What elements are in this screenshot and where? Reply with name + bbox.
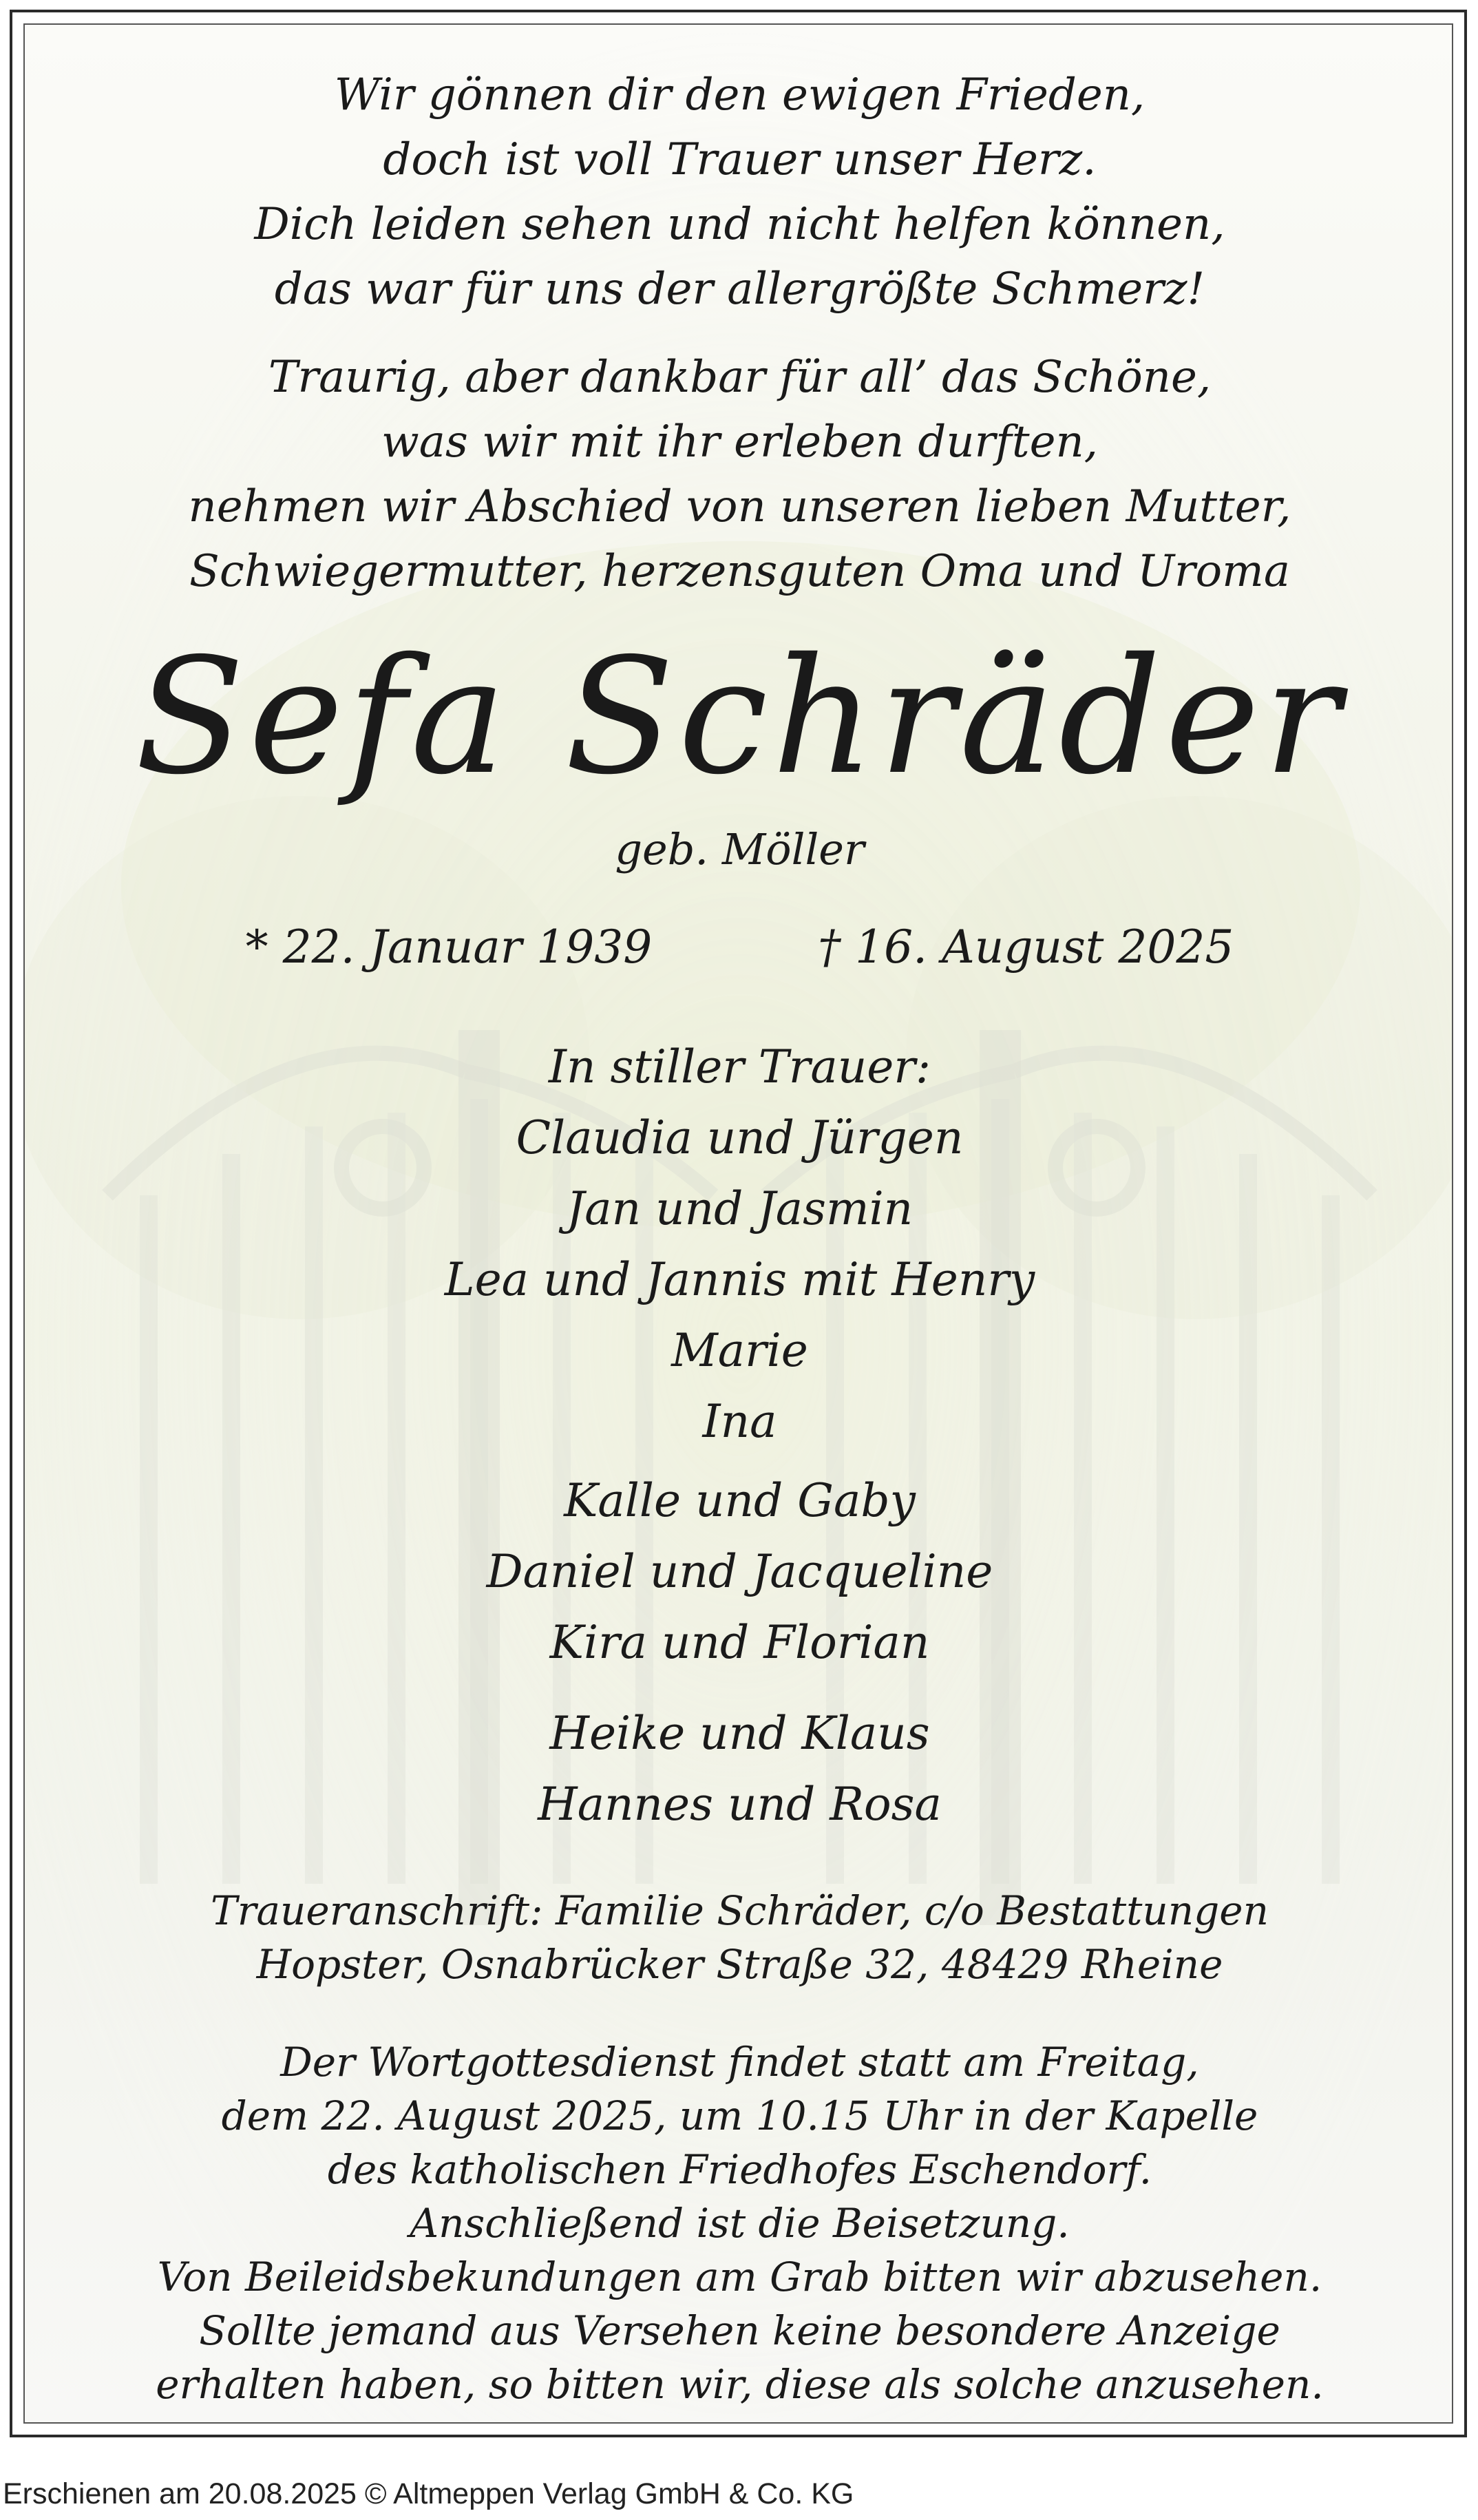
mourner-line: Lea und Jannis mit Henry [444, 1253, 1035, 1306]
poem-line: Dich leiden sehen und nicht helfen können, [254, 199, 1225, 250]
address-line: Hopster, Osnabrücker Straße 32, 48429 Rheine [256, 1941, 1223, 1988]
service-line: des katholischen Friedhofes Eschendorf. [327, 2146, 1152, 2193]
mourner-line: Daniel und Jacqueline [486, 1545, 993, 1598]
address-line: Traueranschrift: Familie Schräder, c/o Bestattungen [211, 1887, 1269, 1934]
mourners-group-1 [25, 1031, 1453, 1457]
intro-line: was wir mit ihr erleben durften, [381, 417, 1098, 468]
notice-content [25, 25, 1453, 2424]
maiden-name: geb. Möller [615, 824, 865, 874]
mourner-line: Jan und Jasmin [566, 1182, 914, 1235]
mourner-line: Ina [702, 1395, 777, 1448]
service-line: Anschließend ist die Beisetzung. [410, 2200, 1070, 2247]
poem-line: Wir gönnen dir den ewigen Frieden, [334, 70, 1146, 120]
life-dates [25, 916, 1453, 978]
publication-credit: Erschienen am 20.08.2025 © Altmeppen Verlag GmbH & Co. KG [3, 2477, 854, 2510]
deceased-name: Sefa Schräder [135, 624, 1344, 810]
service-line: Von Beileidsbekundungen am Grab bitten wir abzusehen. [157, 2254, 1322, 2300]
mourners-group-3 [25, 1698, 1453, 1840]
notice-panel [23, 23, 1453, 2424]
poem-line: das war für uns der allergrößte Schmerz! [274, 264, 1205, 315]
intro-line: Schwiegermutter, herzensguten Oma und Uroma [189, 546, 1290, 597]
mourner-line: Marie [671, 1324, 808, 1377]
mourning-address [25, 1884, 1453, 1991]
intro-line: nehmen wir Abschied von unseren lieben Mutter, [188, 481, 1291, 532]
poem-line: doch ist voll Trauer unser Herz. [383, 134, 1097, 185]
mourners-heading: In stiller Trauer: [548, 1040, 931, 1093]
mourner-line: Kira und Florian [549, 1616, 930, 1669]
poem-verse [25, 63, 1453, 322]
service-line: Sollte jemand aus Versehen keine besondere Anzeige [199, 2307, 1280, 2354]
birth-date: * 22. Januar 1939 [245, 921, 653, 974]
death-date: † 16. August 2025 [818, 921, 1234, 974]
intro-line: Traurig, aber dankbar für all’ das Schöne, [268, 352, 1212, 403]
mourner-line: Hannes und Rosa [538, 1778, 942, 1831]
mourners-group-2 [25, 1465, 1453, 1678]
service-line: Der Wortgottesdienst findet statt am Freitag, [280, 2039, 1199, 2086]
farewell-intro [25, 345, 1453, 604]
mourner-line: Claudia und Jürgen [516, 1111, 964, 1164]
service-details [25, 2035, 1453, 2411]
service-line: dem 22. August 2025, um 10.15 Uhr in der Kapelle [221, 2092, 1258, 2139]
service-line: erhalten haben, so bitten wir, diese als solche anzusehen. [156, 2361, 1324, 2408]
mourner-line: Kalle und Gaby [564, 1474, 916, 1527]
mourner-line: Heike und Klaus [549, 1707, 930, 1760]
